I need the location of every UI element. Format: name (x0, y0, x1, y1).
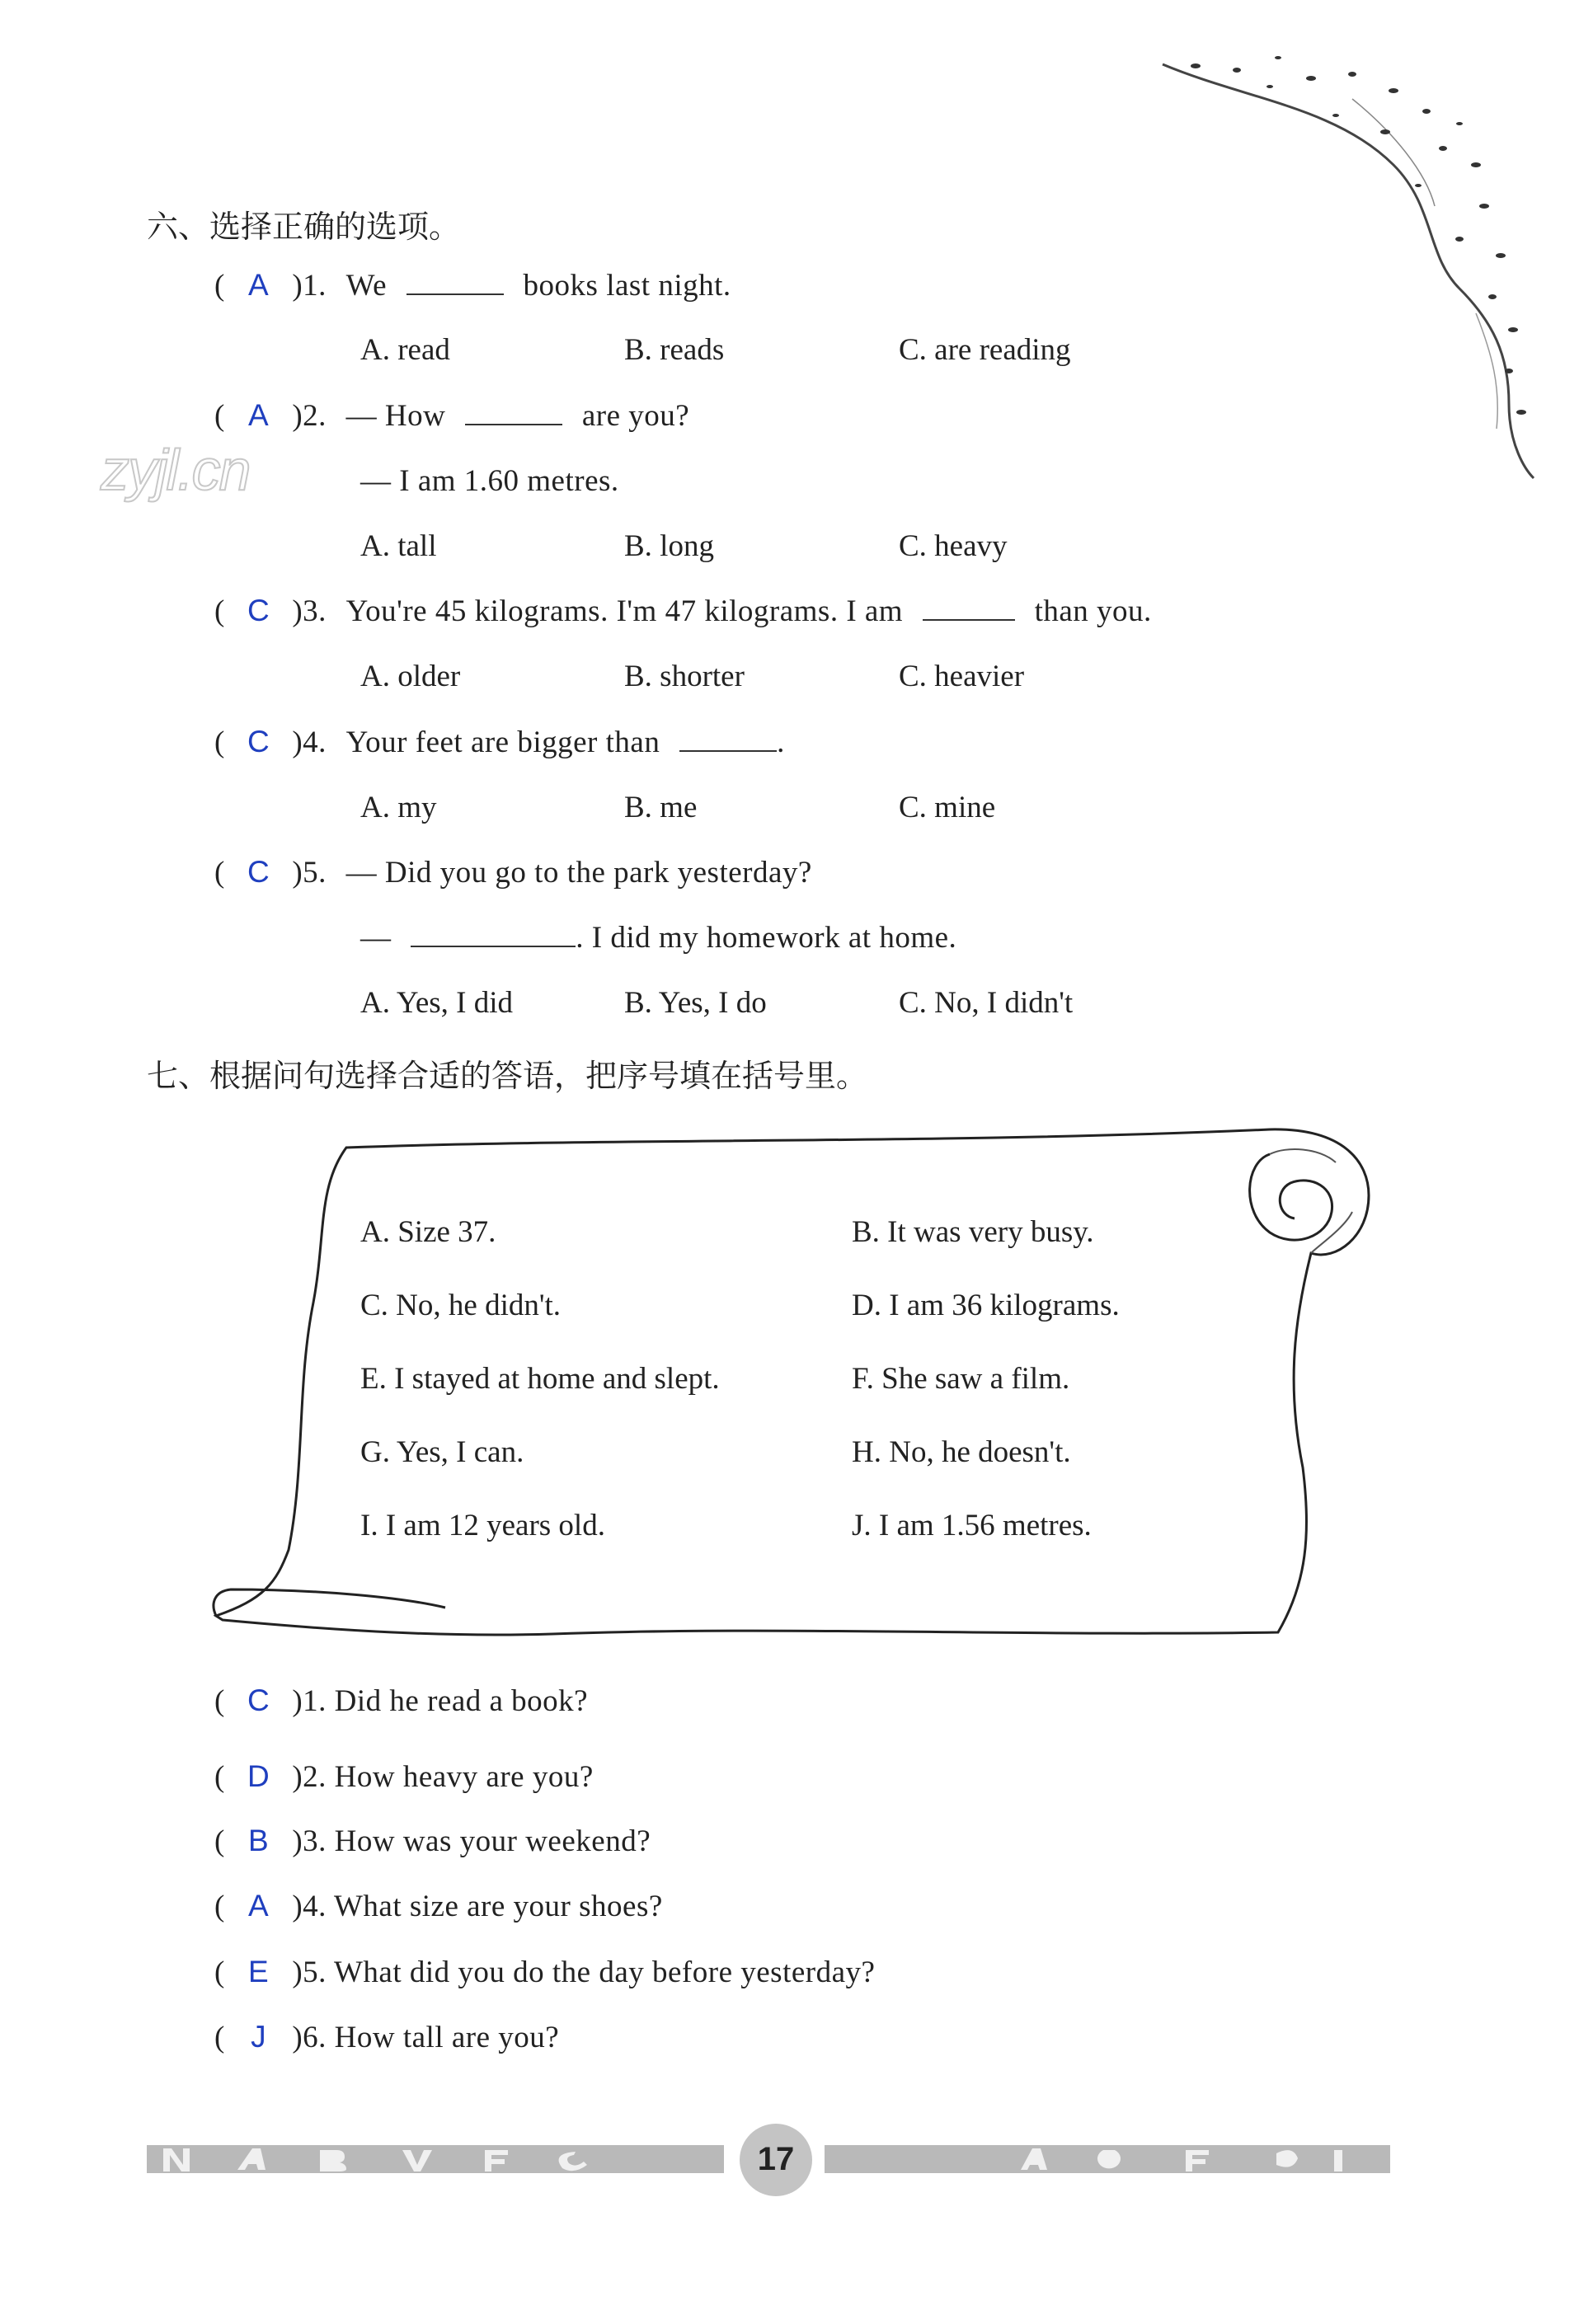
choice-a: A. Size 37. (360, 1215, 496, 1249)
question-text: are you? (581, 399, 690, 433)
option-c: C. heavier (899, 660, 1025, 693)
s7-question-5 (214, 1955, 875, 1990)
s6-question-5-reply (360, 920, 956, 955)
section-7-title: 七、根据问句选择合适的答语，把序号填在括号里。 (147, 1058, 868, 1094)
choice-d: D. I am 36 kilograms. (852, 1289, 1120, 1322)
answer-text[interactable]: J (251, 2020, 267, 2054)
answer-text[interactable]: B (247, 1824, 270, 1857)
s7-question-1 (214, 1683, 588, 1719)
question-number: )1. (292, 269, 327, 303)
answer-text[interactable]: A (247, 398, 270, 432)
question-text: than you. (1034, 594, 1152, 628)
answer-text[interactable]: D (247, 1759, 270, 1793)
question-text: books last night. (523, 269, 731, 303)
section-6-title: 六、选择正确的选项。 (147, 209, 461, 245)
choice-i: I. I am 12 years old. (360, 1509, 605, 1542)
open-paren: ( (214, 269, 225, 303)
question-text: )1. Did he read a book? (292, 1684, 589, 1718)
option-b: B. me (624, 791, 698, 824)
s6-question-5 (214, 855, 812, 890)
question-text: )6. How tall are you? (292, 2021, 560, 2054)
open-paren: ( (214, 399, 225, 433)
s6-question-2 (214, 398, 689, 434)
corner-decoration (1146, 41, 1558, 486)
question-number: )5. (292, 856, 327, 890)
open-paren: ( (214, 1890, 225, 1923)
question-number: )3. (292, 594, 327, 628)
open-paren: ( (214, 1760, 225, 1794)
answer-text[interactable]: C (247, 725, 270, 758)
question-text: We (345, 269, 388, 303)
question-text: )4. What size are your shoes? (292, 1890, 663, 1923)
s6-question-1 (214, 268, 731, 303)
question-text: You're 45 kilograms. I'm 47 kilograms. I am (345, 594, 904, 628)
choice-f: F. She saw a film. (852, 1362, 1070, 1396)
option-a: A. Yes, I did (360, 986, 514, 1020)
choice-c: C. No, he didn't. (360, 1289, 562, 1322)
page-number: 17 (757, 2141, 795, 2177)
dash: — (360, 921, 392, 955)
s6-question-2-reply: — I am 1.60 metres. (360, 464, 619, 498)
fill-blank[interactable] (411, 923, 576, 947)
option-c: C. heavy (899, 529, 1008, 563)
answer-text[interactable]: A (247, 268, 270, 302)
option-b: B. Yes, I do (624, 986, 767, 1020)
option-a: A. tall (360, 529, 437, 563)
answer-text[interactable]: C (247, 594, 270, 627)
question-text: — How (345, 399, 446, 433)
s7-question-2 (214, 1759, 594, 1795)
s6-question-4 (214, 725, 785, 760)
answer-text[interactable]: E (247, 1955, 270, 1988)
open-paren: ( (214, 594, 225, 628)
choice-g: G. Yes, I can. (360, 1435, 524, 1469)
open-paren: ( (214, 856, 225, 890)
s7-question-6 (214, 2020, 559, 2055)
s7-question-3 (214, 1824, 651, 1859)
answer-text[interactable]: C (247, 1683, 270, 1717)
question-text: . I did my homework at home. (576, 921, 957, 955)
s6-question-3 (214, 594, 1152, 629)
open-paren: ( (214, 1824, 225, 1858)
question-number: )2. (292, 399, 327, 433)
open-paren: ( (214, 725, 225, 759)
option-b: B. reads (624, 333, 725, 367)
choice-b: B. It was very busy. (852, 1215, 1094, 1249)
question-text: )5. What did you do the day before yesterday? (292, 1955, 876, 1989)
option-a: A. read (360, 333, 450, 367)
fill-blank[interactable] (923, 596, 1015, 621)
open-paren: ( (214, 1955, 225, 1989)
option-c: C. are reading (899, 333, 1071, 367)
question-text: — Did you go to the park yesterday? (345, 856, 812, 890)
option-c: C. No, I didn't (899, 986, 1074, 1020)
question-text: )2. How heavy are you? (292, 1760, 594, 1794)
s7-question-4 (214, 1889, 663, 1924)
choice-j: J. I am 1.56 metres. (852, 1509, 1092, 1542)
option-b: B. shorter (624, 660, 745, 693)
answer-text[interactable]: A (247, 1889, 270, 1923)
option-c: C. mine (899, 791, 996, 824)
question-text: Your feet are bigger than (345, 725, 660, 759)
question-text: . (777, 725, 785, 759)
fill-blank[interactable] (406, 270, 504, 295)
choice-e: E. I stayed at home and slept. (360, 1362, 720, 1396)
watermark-logo: zyjl.cn (101, 438, 250, 502)
fill-blank[interactable] (679, 727, 777, 752)
open-paren: ( (214, 1684, 225, 1718)
question-number: )4. (292, 725, 327, 759)
option-b: B. long (624, 529, 714, 563)
option-a: A. older (360, 660, 461, 693)
answer-text[interactable]: C (247, 855, 270, 889)
fill-blank[interactable] (465, 401, 562, 425)
question-text: )3. How was your weekend? (292, 1824, 651, 1858)
open-paren: ( (214, 2021, 225, 2054)
option-a: A. my (360, 791, 437, 824)
choice-h: H. No, he doesn't. (852, 1435, 1071, 1469)
